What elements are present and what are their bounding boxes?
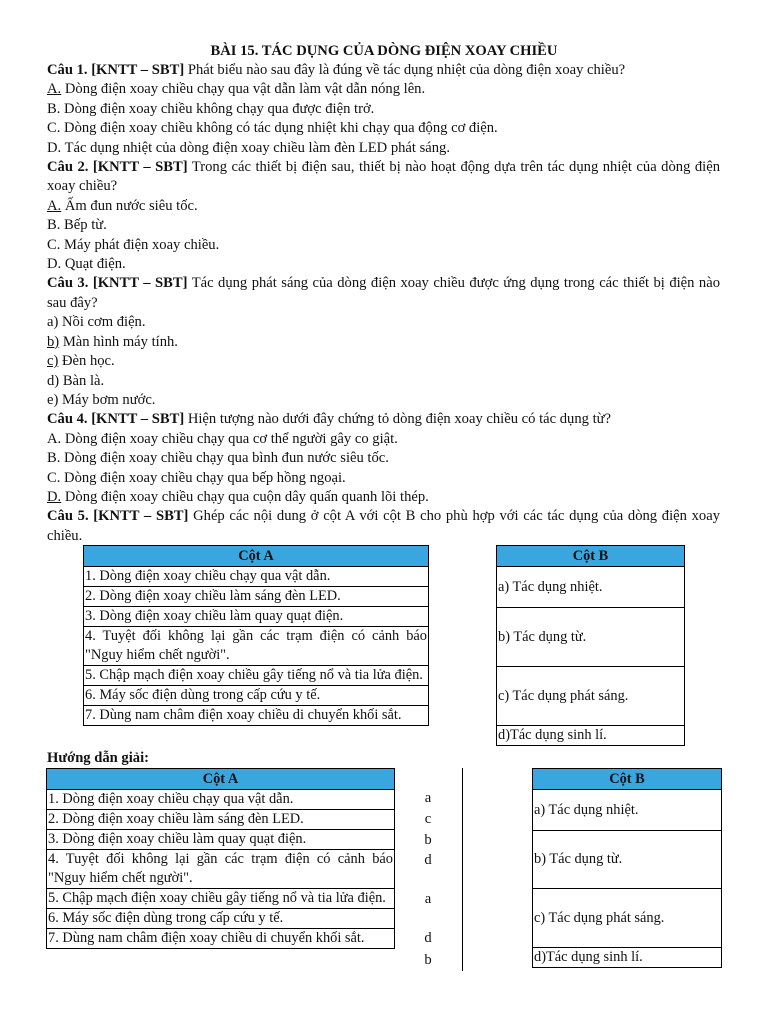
q4-option-b: B. Dòng điện xoay chiều chạy qua bình đun nước siêu tốc.	[47, 450, 389, 467]
answer-table-col-a	[46, 768, 395, 949]
question-4-text: Hiện tượng nào dưới đây chứng tỏ dòng điện xoay chiều có tác dụng từ?	[184, 411, 612, 428]
col-a-item-7: 7. Dùng nam châm điện xoay chiều di chuyển khối sắt.	[84, 706, 429, 726]
question-5	[47, 507, 720, 546]
divider-line	[462, 768, 463, 971]
col-b-item-b: b) Tác dụng từ.	[497, 608, 685, 667]
question-1-text: Phát biểu nào sau đây là đúng về tác dụng nhiệt của dòng điện xoay chiều?	[184, 62, 626, 78]
col-a-item-6: 6. Máy sốc điện dùng trong cấp cứu y tế.	[84, 686, 429, 706]
question-1	[47, 61, 720, 80]
col-a-item-3: 3. Dòng điện xoay chiều làm quay quạt điện.	[84, 607, 429, 627]
answer-col-b-item-d: d)Tác dụng sinh lí.	[533, 948, 722, 968]
answer-col-a-item-5: 5. Chập mạch điện xoay chiều gây tiếng nổ và tia lửa điện.	[47, 889, 395, 909]
answer-6: d	[424, 930, 432, 946]
question-3-prefix: Câu 3. [KNTT – SBT]	[47, 275, 188, 292]
answer-col-a-item-6: 6. Máy sốc điện dùng trong cấp cứu y tế.	[47, 909, 395, 929]
answer-col-a-item-1: 1. Dòng điện xoay chiều chạy qua vật dẫn.	[47, 790, 395, 810]
q2-option-b: B. Bếp từ.	[47, 217, 107, 234]
questions-body	[47, 61, 720, 546]
q2-option-c: C. Máy phát điện xoay chiều.	[47, 236, 220, 253]
answer-col-b-item-a: a) Tác dụng nhiệt.	[533, 790, 722, 831]
q1-option-b: B. Dòng điện xoay chiều không chạy qua được điện trở.	[47, 100, 375, 117]
answer-2: c	[424, 811, 432, 827]
q3-option-c: c) Đèn học.	[47, 353, 115, 370]
q1-option-d: D. Tác dụng nhiệt của dòng điện xoay chiều làm đèn LED phát sáng.	[47, 139, 450, 156]
answer-col-b-item-c: c) Tác dụng phát sáng.	[533, 889, 722, 948]
question-3	[47, 274, 720, 313]
q2-option-d: D. Quạt điện.	[47, 256, 126, 273]
q3-option-d: d) Bàn là.	[47, 372, 105, 389]
answer-3: b	[424, 832, 432, 848]
col-a-item-2: 2. Dòng điện xoay chiều làm sáng đèn LED.	[84, 587, 429, 607]
q3-option-b: b) Màn hình máy tính.	[47, 333, 178, 350]
lesson-title: BÀI 15. TÁC DỤNG CỦA DÒNG ĐIỆN XOAY CHIỀU	[210, 43, 558, 59]
question-2-prefix: Câu 2. [KNTT – SBT]	[47, 159, 188, 176]
col-a-item-5: 5. Chập mạch điện xoay chiều gây tiếng nổ và tia lửa điện.	[84, 666, 429, 686]
guide-heading: Hướng dẫn giải:	[47, 750, 149, 766]
answer-col-a-item-2: 2. Dòng điện xoay chiều làm sáng đèn LED.	[47, 810, 395, 830]
question-5-prefix: Câu 5. [KNTT – SBT]	[47, 508, 189, 525]
q4-option-d: D. Dòng điện xoay chiều chạy qua cuộn dây quấn quanh lõi thép.	[47, 488, 429, 505]
question-2	[47, 158, 720, 197]
q4-option-c: C. Dòng điện xoay chiều chạy qua bếp hồng ngoại.	[47, 469, 346, 486]
col-b-header: Cột B	[497, 546, 685, 567]
q1-option-c: C. Dòng điện xoay chiều không có tác dụng nhiệt khi chạy qua động cơ điện.	[47, 120, 498, 137]
answer-4: d	[424, 852, 432, 868]
col-b-item-a: a) Tác dụng nhiệt.	[497, 567, 685, 608]
answer-col-b-header: Cột B	[533, 769, 722, 790]
answer-col-a-header: Cột A	[47, 769, 395, 790]
answer-1: a	[424, 790, 432, 806]
question-4-prefix: Câu 4. [KNTT – SBT]	[47, 411, 185, 428]
answer-5: a	[424, 891, 432, 907]
question-4	[47, 410, 720, 429]
answer-col-b-item-b: b) Tác dụng từ.	[533, 831, 722, 889]
question-5-text: Ghép các nội dung ở cột A với cột B cho phù hợp với các tác dụng của dòng điện xoay chiều.	[47, 508, 721, 544]
match-table-col-b	[496, 545, 685, 746]
col-a-item-4: 4. Tuyệt đối không lại gần các trạm điện có cảnh báo "Nguy hiểm chết người".	[84, 627, 429, 666]
q2-option-a: A. Ấm đun nước siêu tốc.	[47, 197, 198, 214]
col-a-item-1: 1. Dòng điện xoay chiều chạy qua vật dẫn.	[84, 567, 429, 587]
answer-table-col-b	[532, 768, 722, 968]
col-b-item-d: d)Tác dụng sinh lí.	[497, 726, 685, 746]
q1-option-a: A. Dòng điện xoay chiều chạy qua vật dẫn làm vật dẫn nóng lên.	[47, 81, 426, 98]
answer-col-a-item-7: 7. Dùng nam châm điện xoay chiều di chuyển khối sắt.	[47, 929, 395, 949]
question-3-text: Tác dụng phát sáng của dòng điện xoay chiều được ứng dụng trong các thiết bị điện nào sau đây?	[47, 275, 720, 311]
answer-col-a-item-3: 3. Dòng điện xoay chiều làm quay quạt điện.	[47, 830, 395, 850]
col-a-header: Cột A	[84, 546, 429, 567]
question-2-text: Trong các thiết bị điện sau, thiết bị nào hoạt động dựa trên tác dụng nhiệt của dòng điện xoay chiều?	[47, 159, 720, 195]
q3-option-e: e) Máy bơm nước.	[47, 391, 156, 408]
q4-option-a: A. Dòng điện xoay chiều chạy qua cơ thể người gây co giật.	[47, 430, 398, 447]
q3-option-a: a) Nồi cơm điện.	[47, 314, 146, 331]
answer-col-a-item-4: 4. Tuyệt đối không lại gần các trạm điện có cảnh báo "Nguy hiểm chết người".	[47, 850, 395, 889]
col-b-item-c: c) Tác dụng phát sáng.	[497, 667, 685, 726]
answer-7: b	[424, 952, 432, 968]
question-1-prefix: Câu 1. [KNTT – SBT]	[47, 62, 185, 78]
match-table-col-a	[83, 545, 429, 726]
